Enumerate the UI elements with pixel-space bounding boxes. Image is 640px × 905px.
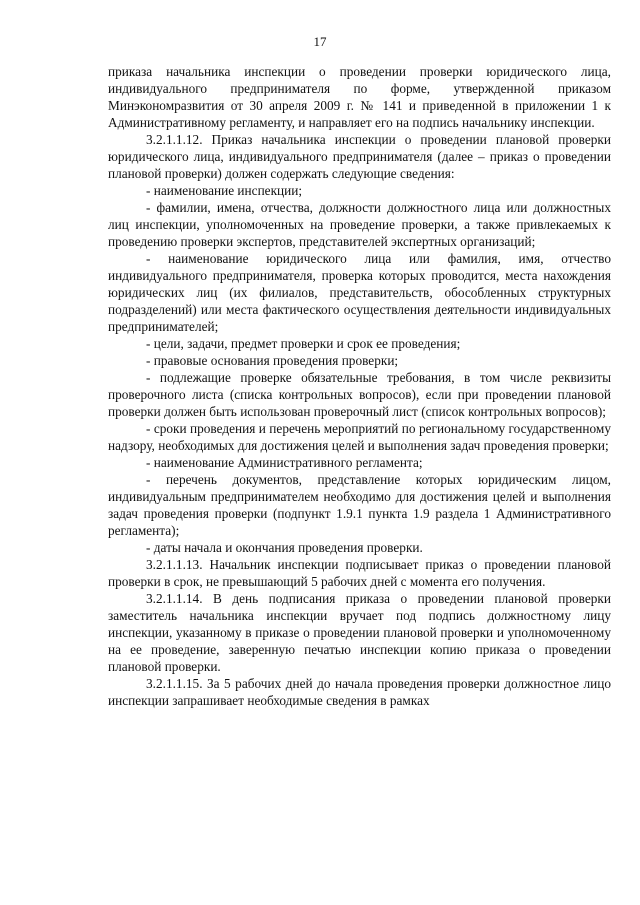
paragraph-3-2-1-1-14: 3.2.1.1.14. В день подписания приказа о проведении плановой проверки заместитель начальника инспекции вручает под подпись должностному лицу инспекции, указанному в приказе о проведении плановой проверки и уполномоченному на ее проведение, заверенную печатью инспекции копию приказа о проведении плановой проверки. [108,591,611,674]
paragraph-3-2-1-1-15: 3.2.1.1.15. За 5 рабочих дней до начала проведения проверки должностное лицо инспекции запрашивает необходимые сведения в рамках [108,676,611,708]
list-item: - фамилии, имена, отчества, должности должностного лица или должностных лиц инспекции, уполномоченных на проведение проверки, а также привлекаемых к проведению проверки экспертов, представителей экспертных организаций; [108,200,611,249]
list-item: - правовые основания проведения проверки; [146,353,399,368]
list-item: - цели, задачи, предмет проверки и срок ее проведения; [146,336,461,351]
list-item: - наименование юридического лица или фамилия, имя, отчество индивидуального предпринимателя, проверка которых проводится, места нахождения юридических лиц (их филиалов, представительств, обособленных структурных подразделений) или места фактического осуществления деятельности индивидуальных предпринимателей; [108,251,611,334]
list-item: - наименование инспекции; [146,183,303,198]
paragraph-continuation: приказа начальника инспекции о проведении проверки юридического лица, индивидуального предпринимателя по форме, утвержденной приказом Минэкономразвития от 30 апреля 2009 г. № 141 и приведенной в приложении 1 к Административному регламенту, и направляет его на подпись начальнику инспекции. [108,64,611,130]
list-item: - даты начала и окончания проведения проверки. [146,540,423,555]
list-item: - наименование Административного регламента; [146,455,423,470]
list-item: - подлежащие проверке обязательные требования, в том числе реквизиты проверочного листа (списка контрольных вопросов), если при проведении плановой проверки должен быть использован проверочный лист (список контрольных вопросов); [108,370,611,419]
list-item: - перечень документов, представление которых юридическим лицом, индивидуальным предпринимателем необходимо для достижения целей и выполнения задач проведения проверки (подпункт 1.9.1 пункта 1.9 раздела 1 Административного регламента); [108,472,611,538]
paragraph-3-2-1-1-12: 3.2.1.1.12. Приказ начальника инспекции о проведении плановой проверки юридического лица, индивидуального предпринимателя (далее – приказ о проведении плановой проверки) должен содержать следующие сведения: [108,132,611,181]
page-number: 17 [313,34,327,49]
paragraph-3-2-1-1-13: 3.2.1.1.13. Начальник инспекции подписывает приказ о проведении плановой проверки в срок, не превышающий 5 рабочих дней с момента его получения. [108,557,611,589]
list-item: - сроки проведения и перечень мероприятий по региональному государственному надзору, необходимых для достижения целей и выполнения задач проведения проверки; [108,421,611,453]
document-body [108,63,611,709]
